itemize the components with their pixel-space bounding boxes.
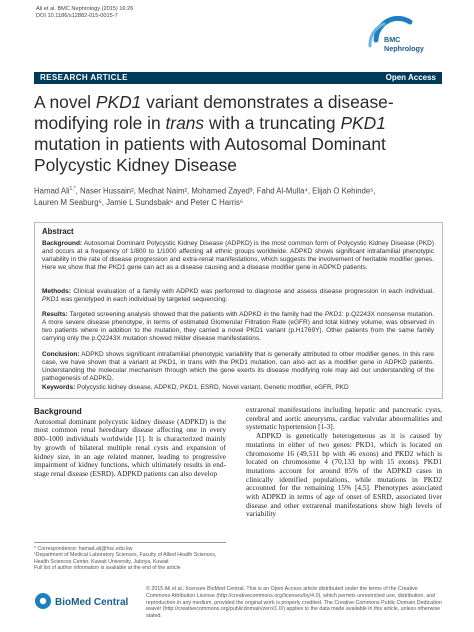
correspondence-email[interactable]: * Correspondence: hamad.ali@hsc.edu.kw [34,546,133,552]
abstract-label: Methods: [42,288,71,295]
body-right-column [246,406,442,519]
article-title [34,92,440,176]
title-gene-italic: PKD1 [95,92,142,112]
abstract-gene-italic: PKD1 [324,311,342,318]
abstract-text: Clinical evaluation of a family with ADPKD was performed to diagnose and assess disease progression in each individual. [70,288,434,295]
abstract-text: was genotyped in each individual by targeted sequencing. [58,295,228,303]
title-part: variant demonstrates a disease-modifying role in [34,92,394,133]
abstract-label: Results: [42,311,68,318]
abstract-text: ADPKD shows significant intrafamilial phenotypic variability that is generally attributed to other modifier genes. In this rare case, we have shown that a variant at PKD1, in trans with the PKD1 mutation, can also act as a modifier gene in ADPKD patients. Understanding the molecular mechanism through which the gene exerts its disease modifying role may aid our understanding of the pathogenesis of ADPKD. [42,351,434,382]
license-text: © 2015 Ali et al.; licensee BioMed Central. This is an Open Access article distributed under the terms of the Creative Commons Attribution License (http://creativecommons.org/licenses/by/4.0), which permits unrestricted use, distribution, and reproduction in any medium, provided the original work is properly credited. The Creative Commons Public Domain Dedication waiver (http://creativecommons.org/publicdomain/zero/1.0/) applies to the data made available in this article, unless otherwise stated. [146,586,442,620]
body-left-column [34,408,226,479]
article-type-label: RESEARCH ARTICLE [40,73,128,82]
logo-line-journal: Nephrology [384,44,424,53]
abstract-results [42,311,434,343]
title-part: A novel [34,92,96,112]
correspondence-footnote [34,546,224,571]
author-info-note: Full list of author information is available at the end of the article [34,564,181,571]
abstract-heading: Abstract [42,227,74,236]
author-name[interactable]: Hamad Ali [34,186,70,196]
body-paragraph: Autosomal dominant polycystic kidney disease (ADPKD) is the most common renal hereditary disease affecting one in every 800–1000 individuals worldwide [1]. It is characterized mainly by growth of bilateral multiple renal cysts and expansion of kidney size, in an age related manner, leading to progressive impairment of kidney functions, which ultimately results in end-stage renal disease (ESRD). ADPKD patients can also develop [34,416,226,478]
body-paragraph: ADPKD is genetically heterogeneous as it is caused by mutations in either of two genes: PKD1, which is located on chromosome 16 (49,511 bp with 46 exons) and PKD2 which is located on chromosome 4 (70,133 bp with 15 exons). PKD1 mutations account for around 85% of the ADPKD cases in clinically identified populations, while mutations in PKD2 accounted for the remaining 15% [4,5]. Phenotypes associated with ADPKD in terms of age of onset of ESRD, associated liver disease and other extrarenal manifestations show high levels of variability [246,431,442,519]
title-part: mutation in patients with Autosomal Dominant Polycystic Kidney Disease [34,134,386,175]
title-part: with a truncating [204,113,341,133]
affiliation: ¹Department of Medical Laboratory Sciences, Faculty of Allied Health Sciences, Health Sciences Center, Kuwait University, Jabriya, Kuwait [34,552,217,565]
open-access-label: Open Access [385,73,436,82]
abstract-methods [42,288,434,304]
abstract-text: Targeted screening analysis showed that the patients with ADPKD in the family had the [67,311,325,318]
abstract-text: Autosomal Dominant Polycystic Kidney Disease (ADPKD) is the most common form of Polycystic Kidney Disease (PKD) and occurs at a frequency of 1/800 to 1/1000 affecting all ethnic groups worldwide. ADPKD shows significant intrafamilial phenotypic variability in the rate of disease progression and extra-renal manifestations, which suggests the involvement of heritable modifier genes. Here we show that the PKD1 gene can act as a disease causing and a disease modifier gene in ADPKD patients. [42,240,434,271]
citation-line: Ali et al. BMC Nephrology (2015) 16:26 [36,6,134,12]
body-paragraph: extrarenal manifestations including hepatic and pancreatic cysts, cerebral and aortic aneurysms, cardiac valvular abnormalities and systematic hypertension [1-3]. [246,405,442,432]
abstract-keywords [42,384,434,392]
title-gene-italic: PKD1 [340,113,386,133]
article-type-band [34,72,442,84]
abstract-text: : p.Q2243X nonsense mutation. A more severe disease phenotype, in terms of estimated Glomerular Filtration Rate (eGFR) and total kidney volume, was observed in two patients where in addition to the mutation, they carried a novel PKD1 variant (p.H1769Y). Other patients from the same family carrying only the p.Q2243X mutation showed milder disease manifestations. [42,311,434,342]
publisher-logo-text: BioMed Central [55,597,129,608]
author-names: , Naser Hussain², Medhat Naim², Mohamed Zayed³, Fahd Al-Mulla⁴, Elijah O Kehinde⁵, [75,186,376,196]
footnote-divider [34,542,226,543]
abstract-background [42,240,434,272]
doi-line[interactable]: DOI 10.1186/s12882-015-0015-7 [36,13,118,20]
title-trans-italic: trans [165,113,205,133]
biomed-central-logo [34,590,134,612]
abstract-conclusion [42,351,434,383]
author-list [34,184,434,208]
citation-header [36,6,133,21]
abstract-label: Conclusion: [42,351,80,358]
section-heading: Background [34,407,82,416]
author-sup: 1,* [69,186,76,192]
abstract-label: Background: [42,240,83,247]
abstract-text: Polycystic kidney disease, ADPKD, PKD1, ESRD, Novel variant, Genetic modifier, eGFR, PKD [75,384,349,391]
journal-logo-text [384,35,424,53]
author-names-line2: Lauren M Seaburg⁶, Jamie L Sundsbak⁶ and Peter C Harris⁶ [34,197,244,207]
abstract-gene-italic: PKD1 [42,295,59,303]
abstract-label: Keywords: [42,384,76,391]
logo-line-bmc: BMC [384,35,401,44]
